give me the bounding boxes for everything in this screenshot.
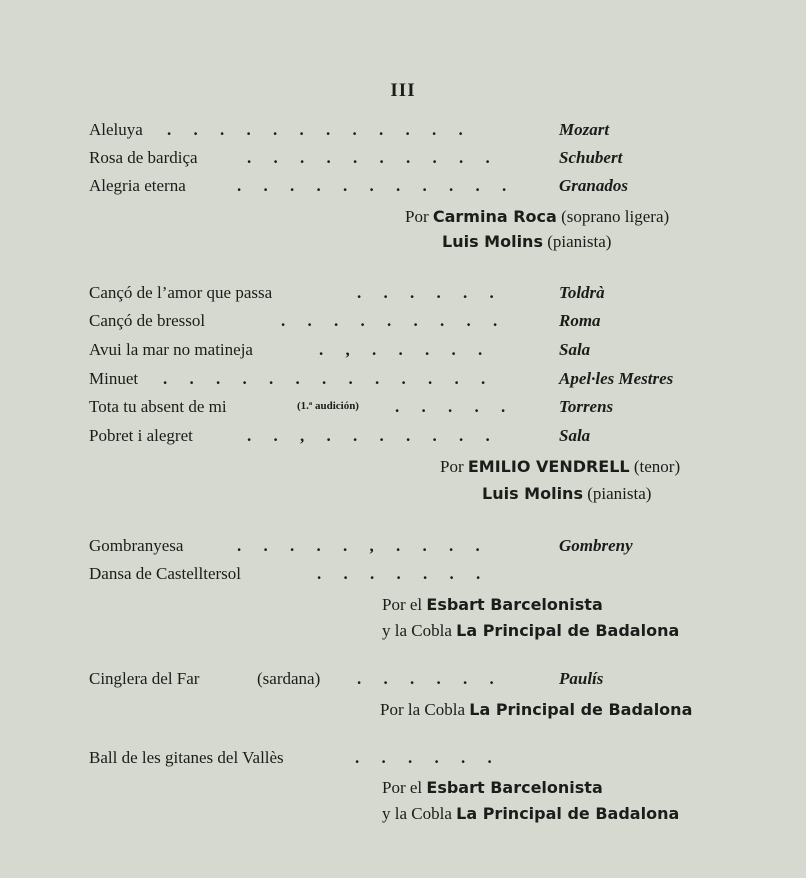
piece-title: Ball de les gitanes del Vallès <box>89 748 284 767</box>
performer-name: Carmina Roca <box>432 207 557 226</box>
piece-title: Pobret i alegret <box>89 426 193 445</box>
leader-dots: . . . . . <box>395 397 515 416</box>
performer-name: Esbart Barcelonista <box>426 778 603 797</box>
performer-name: EMILIO VENDRELL <box>467 457 630 476</box>
composer: Schubert <box>559 148 623 167</box>
performer-line <box>382 595 603 615</box>
composer: Mozart <box>559 120 610 139</box>
composer: Toldrà <box>559 283 605 302</box>
piece-title: Avui la mar no matineja <box>89 340 253 359</box>
performer-prefix: Por <box>405 207 429 226</box>
performer-role: (soprano ligera) <box>561 207 670 226</box>
leader-dots: . . . . . . . . . . <box>247 148 499 167</box>
composer: Sala <box>559 426 591 445</box>
performer-prefix: Por la Cobla <box>380 700 465 719</box>
piece-title: Minuet <box>89 369 139 388</box>
leader-dots: . . . . . . . . . . . . <box>167 120 472 139</box>
performer-line <box>442 232 611 252</box>
performer-prefix: y la Cobla <box>382 621 452 640</box>
performer-name: Luis Molins <box>442 232 543 251</box>
performer-line <box>380 700 692 720</box>
performer-prefix: Por el <box>382 595 423 614</box>
premiere-note: (1.ª audición) <box>297 400 359 412</box>
composer: Roma <box>559 311 601 330</box>
performer-prefix: Por el <box>382 778 423 797</box>
piece-note: (sardana) <box>257 669 321 688</box>
leader-dots: . . . . . . . . . . . . . <box>163 369 495 388</box>
piece-title: Gombranyesa <box>89 536 184 555</box>
piece-title: Cançó de bressol <box>89 311 206 330</box>
leader-dots: . . . . . . . . . . . <box>237 176 516 195</box>
leader-dots: . . . . . , . . . . <box>237 536 489 555</box>
performer-line <box>405 207 669 227</box>
composer: Gombreny <box>559 536 633 555</box>
performer-line <box>482 484 651 504</box>
performer-name: La Principal de Badalona <box>469 700 693 719</box>
performer-line <box>440 457 680 477</box>
leader-dots: . , . . . . . <box>319 340 492 359</box>
leader-dots: . . . . . . . . . <box>281 311 507 330</box>
piece-title: Dansa de Castelltersol <box>89 564 242 583</box>
section-heading: III <box>390 80 416 101</box>
performer-role: (pianista) <box>587 484 652 503</box>
leader-dots: . . . . . . . <box>317 564 490 583</box>
composer: Paulís <box>559 669 604 688</box>
piece-title: Alegria eterna <box>89 176 186 195</box>
performer-name: Luis Molins <box>482 484 583 503</box>
piece-title: Cinglera del Far <box>89 669 200 688</box>
piece-title: Tota tu absent de mi <box>89 397 227 416</box>
composer: Granados <box>559 176 628 195</box>
performer-prefix: y la Cobla <box>382 804 452 823</box>
composer: Apel·les Mestres <box>559 369 674 388</box>
performer-line <box>382 778 603 798</box>
performer-name: La Principal de Badalona <box>456 804 680 823</box>
performer-name: La Principal de Badalona <box>456 621 680 640</box>
leader-dots: . . , . . . . . . . <box>247 426 499 445</box>
leader-dots: . . . . . . <box>357 283 503 302</box>
performer-role: (pianista) <box>547 232 612 251</box>
leader-dots: . . . . . . <box>357 669 503 688</box>
composer: Sala <box>559 340 591 359</box>
performer-prefix: Por <box>440 457 464 476</box>
piece-title: Aleluya <box>89 120 143 139</box>
composer: Torrens <box>559 397 614 416</box>
piece-title: Cançó de l’amor que passa <box>89 283 273 302</box>
performer-line <box>382 621 679 641</box>
performer-line <box>382 804 679 824</box>
piece-title: Rosa de bardiça <box>89 148 198 167</box>
performer-role: (tenor) <box>633 457 681 476</box>
leader-dots: . . . . . . <box>355 748 501 767</box>
performer-name: Esbart Barcelonista <box>426 595 603 614</box>
